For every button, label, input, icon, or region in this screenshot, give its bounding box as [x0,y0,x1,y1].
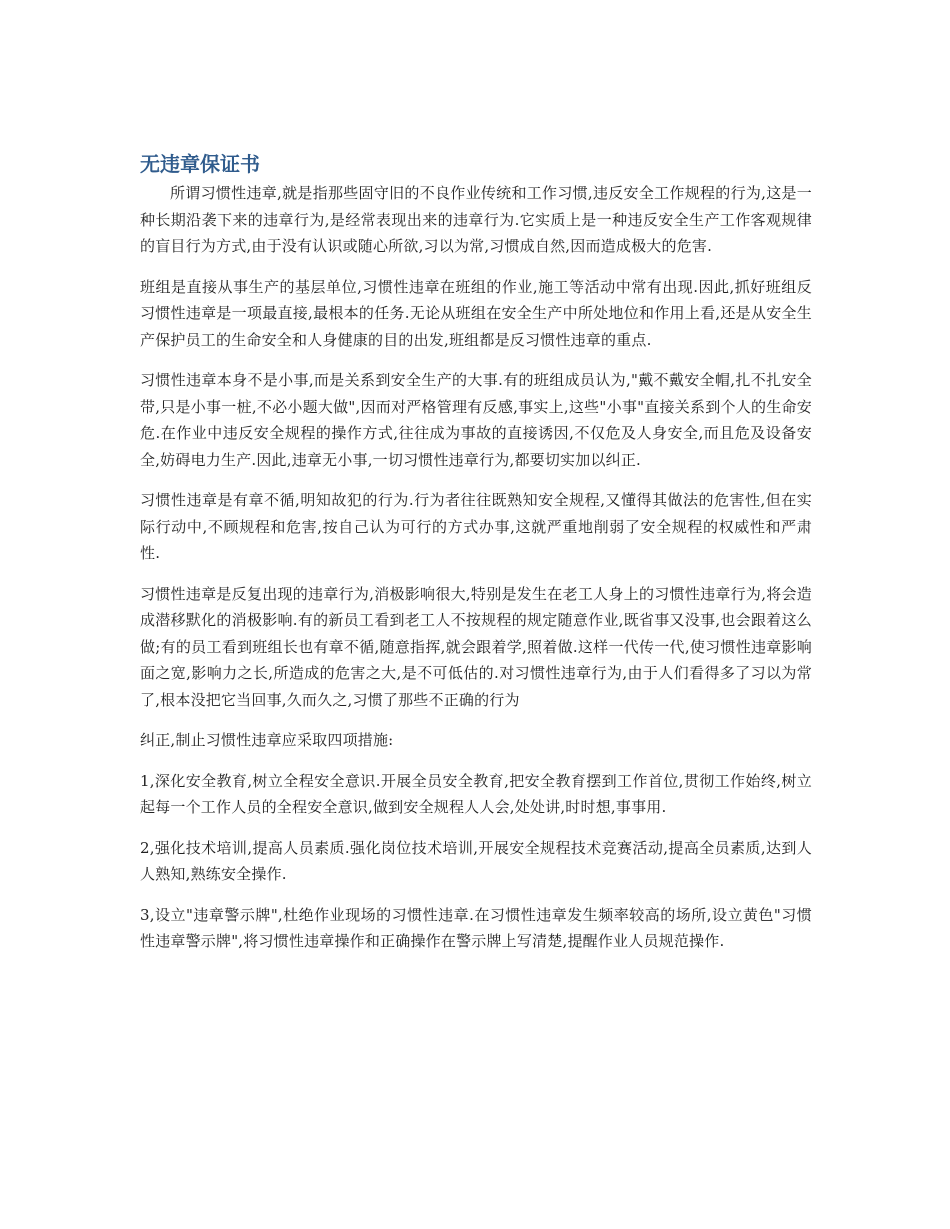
document-title: 无违章保证书 [140,152,260,176]
paragraph-not-small-matter: 习惯性违章本身不是小事,而是关系到安全生产的大事.有的班组成员认为,"戴不戴安全帽,扎不扎安全带,只是小事一桩,不必小题大做",因而对严格管理有反感,事实上,这些"小事"直接关系到个人的生命安危.在作业中违反安全规程的操作方式,往往成为事故的直接诱因,不仅危及人身安全,而且危及设备安全,妨碍电力生产.因此,违章无小事,一切习惯性违章行为,都要切实加以纠正. [140,371,812,469]
measure-item-3: 3,设立"违章警示牌",杜绝作业现场的习惯性违章.在习惯性违章发生频率较高的场所,设立黄色"习惯性违章警示牌",将习惯性违章操作和正确操作在警示牌上写清楚,提醒作业人员规范操作. [140,905,812,950]
paragraph-team-focus: 班组是直接从事生产的基层单位,习惯性违章在班组的作业,施工等活动中常有出现.因此,抓好班组反习惯性违章是一项最直接,最根本的任务.无论从班组在安全生产中所处地位和作用上看,还是从安全生产保护员工的生命安全和人身健康的目的出发,班组都是反习惯性违章的重点. [140,277,812,349]
paragraph-measures-intro: 纠正,制止习惯性违章应采取四项措施: [140,731,394,749]
document-body [140,150,812,969]
paragraph-definition: 所谓习惯性违章,就是指那些固守旧的不良作业传统和工作习惯,违反安全工作规程的行为,这是一种长期沿袭下来的违章行为,是经常表现出来的违章行为.它实质上是一种违反安全生产工作客观规律的盲目行为方式,由于没有认识或随心所欲,习以为常,习惯成自然,因而造成极大的危害. [140,184,812,255]
paragraph-knowingly: 习惯性违章是有章不循,明知故犯的行为.行为者往往既熟知安全规程,又懂得其做法的危害性,但在实际行动中,不顾规程和危害,按自己认为可行的方式办事,这就严重地削弱了安全规程的权威性和严肃性. [140,491,812,562]
measure-item-2: 2,强化技术培训,提高人员素质.强化岗位技术培训,开展安全规程技术竞赛活动,提高全员素质,达到人人熟知,熟练安全操作. [140,838,812,883]
measure-item-1: 1,深化安全教育,树立全程安全意识.开展全员安全教育,把安全教育摆到工作首位,贯彻工作始终,树立起每一个工作人员的全程安全意识,做到安全规程人人会,处处讲,时时想,事事用. [140,771,812,816]
paragraph-repeated-influence: 习惯性违章是反复出现的违章行为,消极影响很大,特别是发生在老工人身上的习惯性违章行为,将会造成潜移默化的消极影响.有的新员工看到老工人不按规程的规定随意作业,既省事又没事,也会跟着这么做;有的员工看到班组长也有章不循,随意指挥,就会跟着学,照着做.这样一代传一代,使习惯性违章影响面之宽,影响力之长,所造成的危害之大,是不可低估的.对习惯性违章行为,由于人们看得多了习以为常了,根本没把它当回事,久而久之,习惯了那些不正确的行为 [140,584,812,709]
